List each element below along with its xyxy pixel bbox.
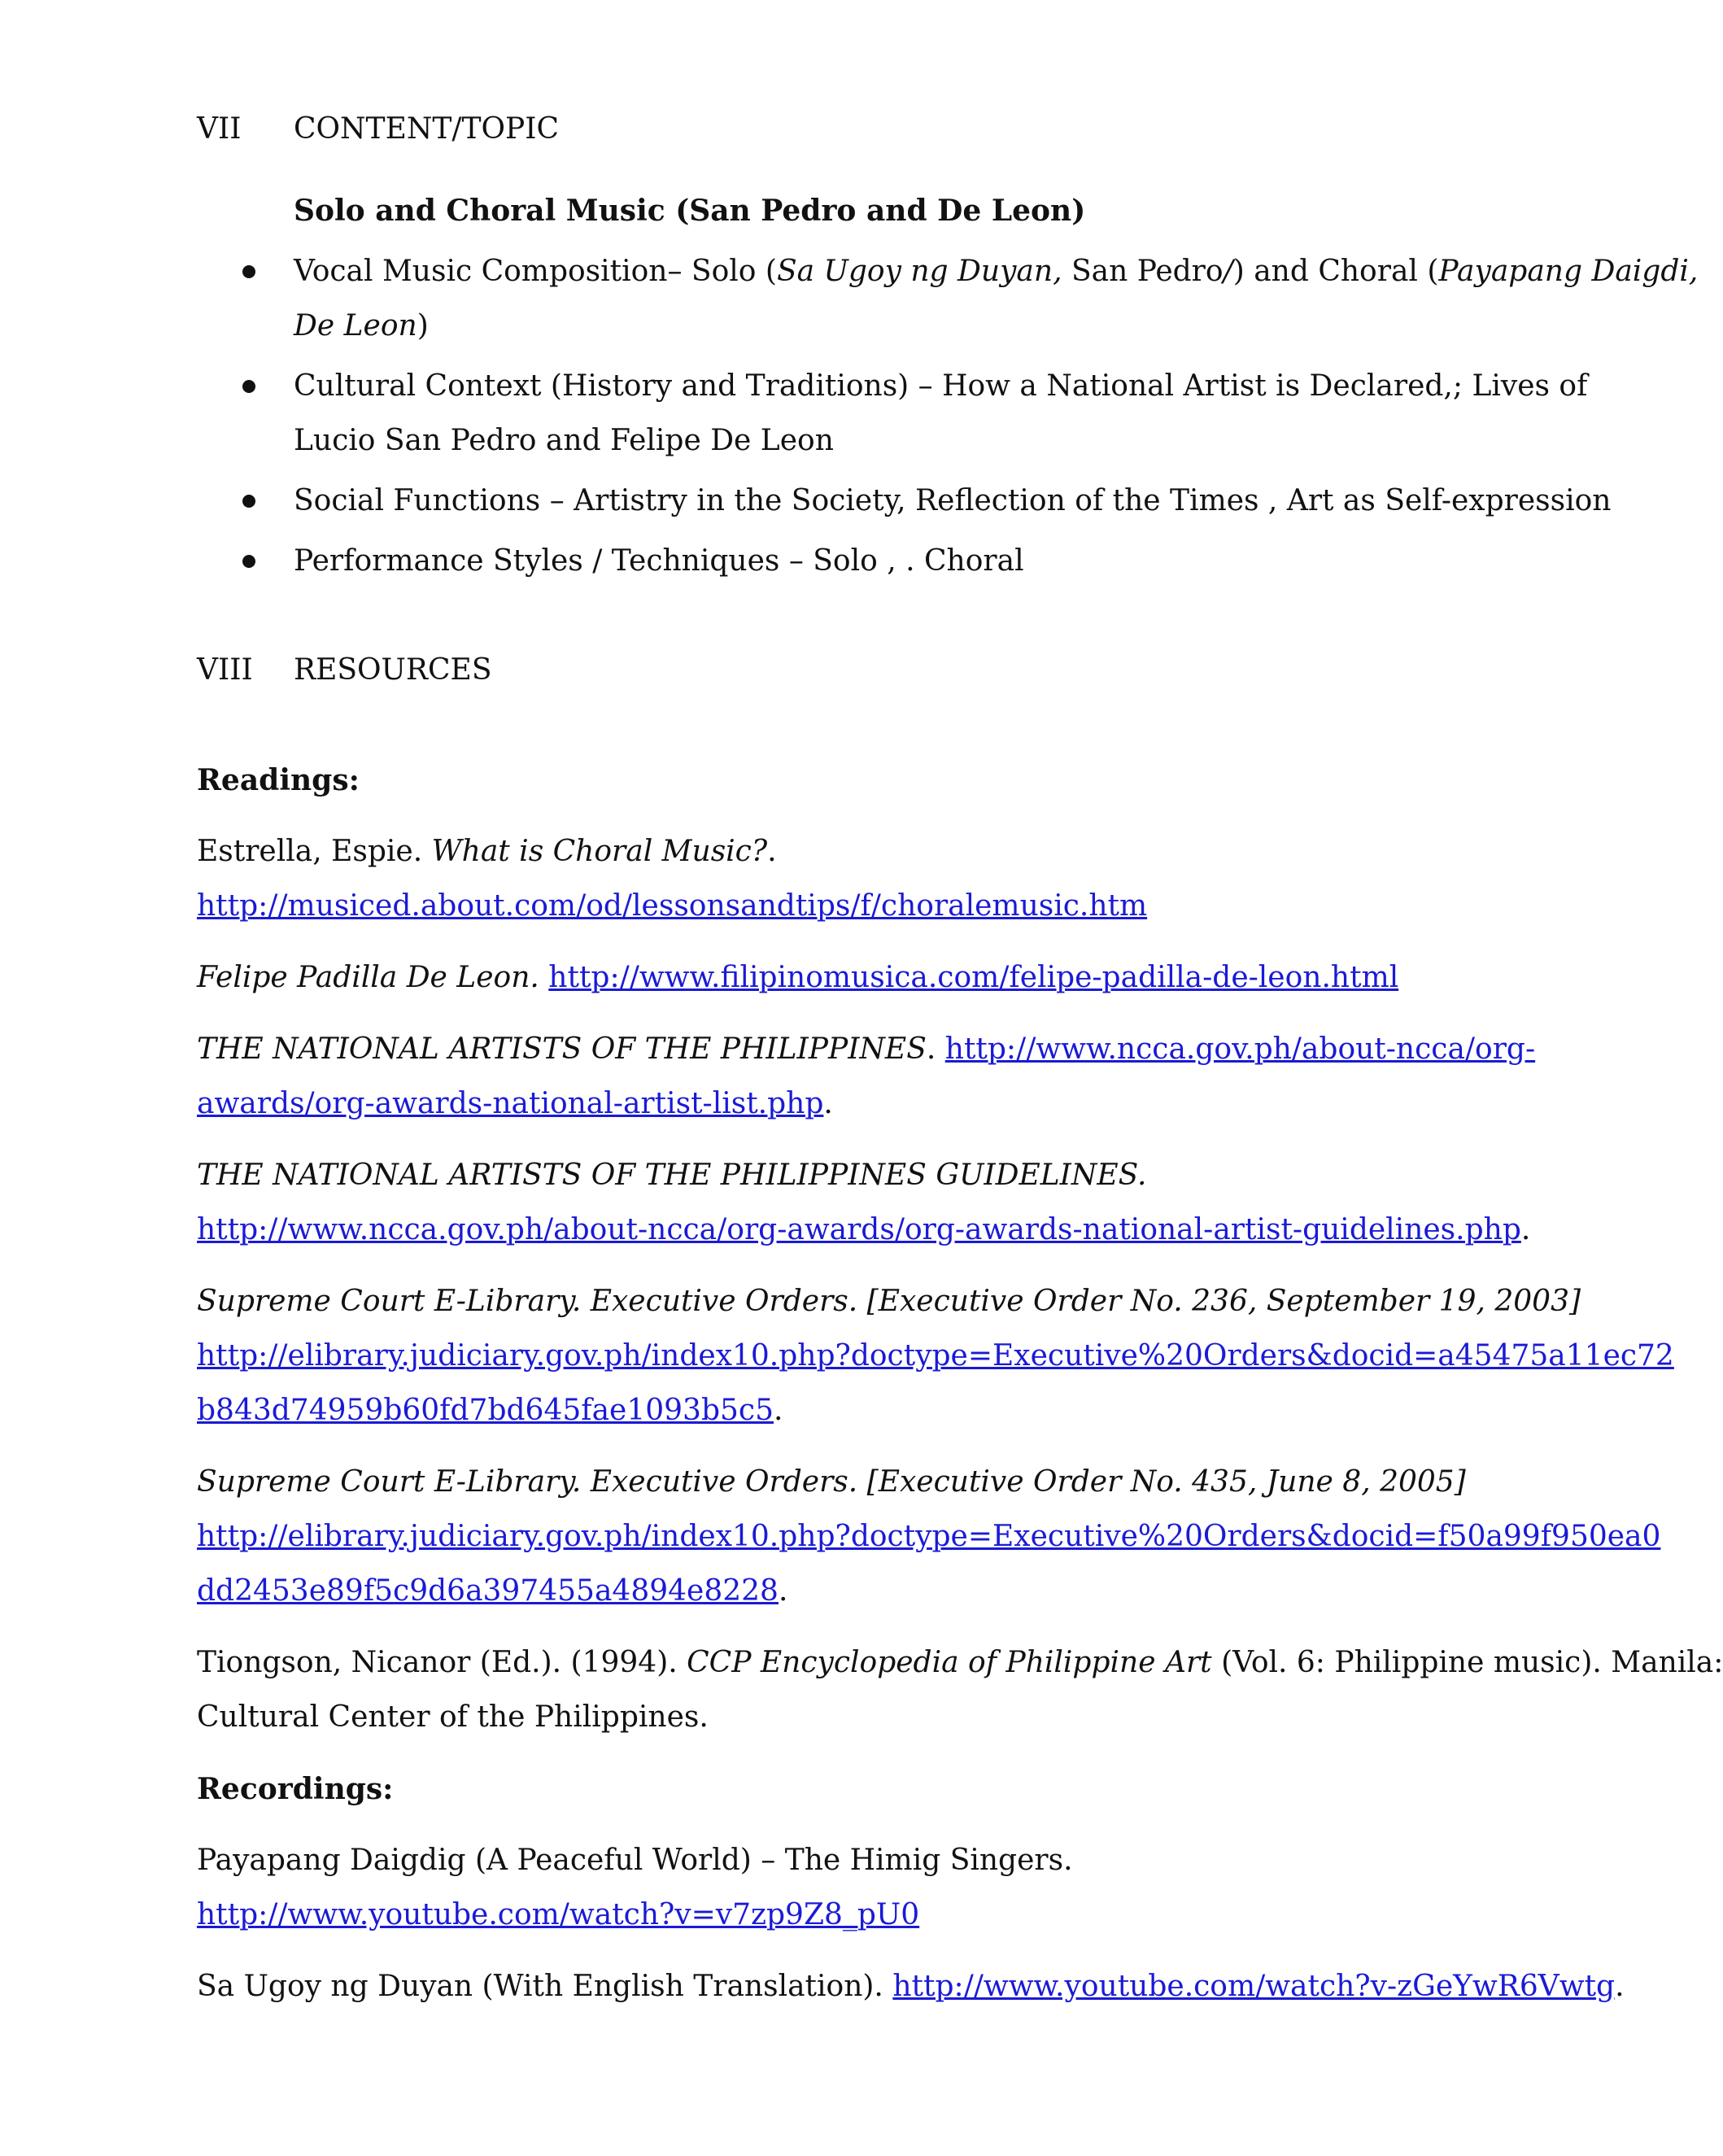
bullet-text: ) [417, 309, 429, 343]
reading-link[interactable]: awards/org-awards-national-artist-list.php [197, 1087, 824, 1120]
bullet-item-vocal-music-line2 [294, 307, 1498, 346]
bullet-text-italic: De Leon [294, 309, 417, 343]
reading-entry-6-link-line [197, 1517, 1660, 1556]
reading-title: Supreme Court E-Library. Executive Orders. [Executive Order No. 236, September 19, 2003] [197, 1285, 1581, 1318]
recording-link[interactable]: http://www.youtube.com/watch?v=v7zp9Z8_pU0 [197, 1898, 920, 1931]
bullet-item-cultural-context-line2: Lucio San Pedro and Felipe De Leon [294, 424, 834, 457]
bullet-text: Vocal Music Composition– Solo ( [294, 255, 777, 288]
bullet-icon [242, 265, 255, 278]
bullet-text-italic: Sa Ugoy ng Duyan, [776, 255, 1062, 288]
recording-entry-1: Payapang Daigdig (A Peaceful World) – The Himig Singers. [197, 1844, 1073, 1877]
reading-punct: . [767, 835, 777, 868]
recordings-heading: Recordings: [197, 1772, 394, 1806]
reading-entry-5 [197, 1282, 1581, 1321]
reading-author: Tiongson, Nicanor (Ed.). (1994). [197, 1646, 687, 1679]
recording-punct: . [1615, 1970, 1625, 2003]
section-number: VII [197, 112, 242, 146]
bullet-text: San Pedro [1062, 255, 1224, 288]
reading-title: CCP Encyclopedia of Philippine Art [687, 1646, 1212, 1679]
reading-entry-5-link-line [197, 1337, 1674, 1376]
bullet-item-social-functions: Social Functions – Artistry in the Society, Reflection of the Times , Art as Self-expression [294, 484, 1612, 517]
reading-text: (Vol. 6: Philippine music). Manila: [1211, 1646, 1723, 1679]
reading-link[interactable]: http://www.ncca.gov.ph/about-ncca/org- [944, 1032, 1536, 1066]
reading-link[interactable]: http://elibrary.judiciary.gov.ph/index10.php?doctype=Executive%20Orders&docid=a45475a11ec72 [197, 1339, 1674, 1373]
recording-entry-1-link-line [197, 1896, 919, 1935]
reading-punct: . [926, 1032, 945, 1066]
bullet-icon [242, 495, 255, 508]
recording-link[interactable]: http://www.youtube.com/watch?v-zGeYwR6Vwtg [892, 1970, 1616, 2003]
reading-punct: . [1520, 1213, 1531, 1246]
reading-link[interactable]: http://www.filipinomusica.com/felipe-padilla-de-leon.html [548, 961, 1399, 994]
reading-punct: . [778, 1574, 788, 1608]
readings-heading: Readings: [197, 763, 360, 797]
reading-link[interactable]: b843d74959b60fd7bd645fae1093b5c5 [197, 1394, 774, 1427]
bullet-text-italic: / [1223, 255, 1233, 288]
section-title: RESOURCES [294, 653, 492, 687]
bullet-text-italic: Payapang Daigdi, [1438, 255, 1699, 288]
section-title: CONTENT/TOPIC [294, 112, 560, 146]
reading-author: Estrella, Espie. [197, 835, 432, 868]
reading-title: Felipe Padilla De Leon. [197, 961, 539, 994]
bullet-text: ) and Choral ( [1232, 255, 1439, 288]
reading-punct: . [773, 1394, 783, 1427]
section-7-subtitle: Solo and Choral Music (San Pedro and De Leon) [294, 194, 1086, 228]
reading-entry-6-link-line2 [197, 1572, 787, 1611]
reading-title: THE NATIONAL ARTISTS OF THE PHILIPPINES GUIDELINES. [197, 1159, 1147, 1192]
reading-entry-4-link-line [197, 1211, 1530, 1250]
reading-punct: . [823, 1087, 833, 1120]
reading-link[interactable]: dd2453e89f5c9d6a397455a4894e8228 [197, 1574, 779, 1608]
reading-entry-5-link-line2 [197, 1391, 783, 1430]
reading-entry-6 [197, 1463, 1466, 1502]
section-number: VIII [197, 653, 253, 687]
bullet-icon [242, 555, 255, 568]
bullet-item-cultural-context: Cultural Context (History and Traditions) – How a National Artist is Declared,; Lives of [294, 369, 1588, 403]
reading-title: Supreme Court E-Library. Executive Orders. [Executive Order No. 435, June 8, 2005] [197, 1465, 1466, 1499]
reading-title: THE NATIONAL ARTISTS OF THE PHILIPPINES [197, 1032, 927, 1066]
reading-entry-1 [197, 832, 777, 871]
bullet-item-vocal-music [294, 252, 1699, 291]
reading-entry-4 [197, 1156, 1147, 1195]
recording-text: Sa Ugoy ng Duyan (With English Translation). [197, 1970, 893, 2003]
bullet-item-performance-styles: Performance Styles / Techniques – Solo , . Choral [294, 544, 1024, 578]
reading-entry-3-line2 [197, 1085, 833, 1124]
reading-entry-3 [197, 1030, 1535, 1069]
reading-entry-7-line2: Cultural Center of the Philippines. [197, 1700, 709, 1734]
reading-link[interactable]: http://elibrary.judiciary.gov.ph/index10.php?doctype=Executive%20Orders&docid=f50a99f950ea0 [197, 1520, 1661, 1553]
reading-entry-7 [197, 1643, 1723, 1682]
reading-title: What is Choral Music? [431, 835, 768, 868]
recording-entry-2 [197, 1967, 1625, 2006]
reading-entry-1-link-line [197, 887, 1147, 926]
reading-link[interactable]: http://www.ncca.gov.ph/about-ncca/org-awards/org-awards-national-artist-guidelines.php [197, 1213, 1521, 1246]
reading-link[interactable]: http://musiced.about.com/od/lessonsandtips/f/choralemusic.htm [197, 889, 1148, 923]
reading-entry-2 [197, 958, 1398, 997]
bullet-icon [242, 380, 255, 393]
